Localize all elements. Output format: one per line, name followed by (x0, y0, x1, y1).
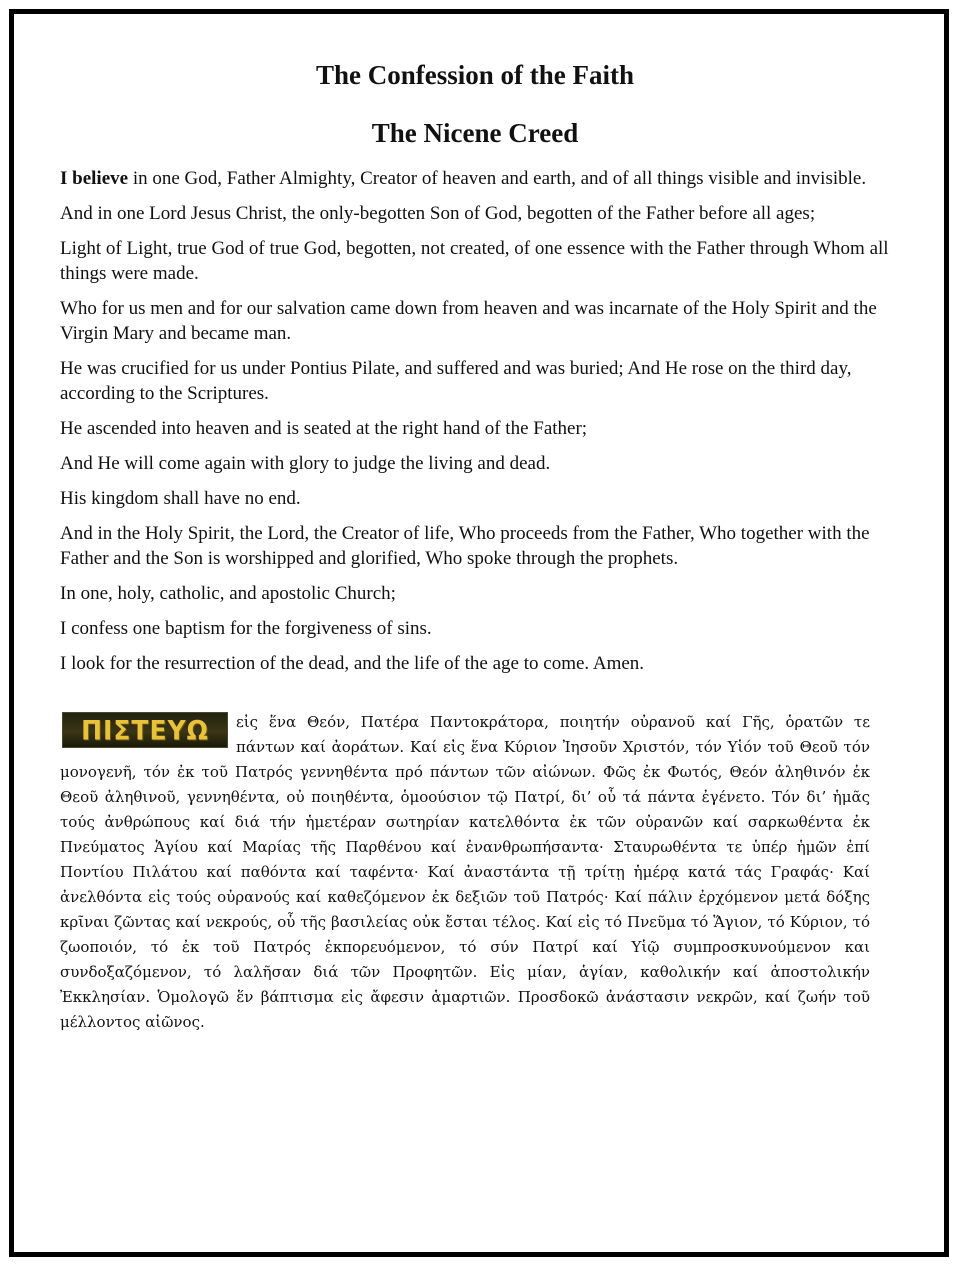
creed-greek (60, 710, 870, 1035)
greek-creed-text: εἰς ἕνα Θεόν, Πατέρα Παντοκράτορα, ποιητήν οὐρανοῦ καί Γῆς, ὁρατῶν τε πάντων καί ἀοράτων. Καί εἰς ἕνα Κύριον Ἰησοῦν Χριστόν, τόν Υἱόν τοῦ Θεοῦ τόν μονογενῆ, τόν ἐκ τοῦ Πατρός γεννηθέντα πρό πάντων τῶν αἰώνων. Φῶς ἐκ Φωτός, Θεόν ἀληθινόν ἐκ Θεοῦ ἀληθινοῦ, γεννηθέντα, οὐ ποιηθέντα, ὁμοούσιον τῷ Πατρί, δι’ οὗ τά πάντα ἐγένετο. Τόν δι’ ἡμᾶς τούς ἀνθρώπους καί διά τήν ἡμετέραν σωτηρίαν κατελθόντα ἐκ τῶν οὐρανῶν καί σαρκωθέντα ἐκ Πνεύματος Ἁγίου καί Μαρίας τῆς Παρθένου καί ἐνανθρωπήσαντα· Σταυρωθέντα τε ὑπέρ ἡμῶν ἐπί Ποντίου Πιλάτου καί παθόντα καί ταφέντα· Καί ἀναστάντα τῇ τρίτῃ ἡμέρᾳ κατά τάς Γραφάς· Καί ἀνελθόντα εἰς τούς οὐρανούς καί καθεζόμενον ἐκ δεξιῶν τοῦ Πατρός· Καί πάλιν ἐρχόμενον μετά δόξης κρῖναι ζῶντας καί νεκρούς, οὗ τῆς βασιλείας οὐκ ἔσται τέλος. Καί εἰς τό Πνεῦμα τό Ἅγιον, τό Κύριον, τό ζωοποιόν, τό ἐκ τοῦ Πατρός ἐκπορευόμενον, τό σύν Πατρί καί Υἱῷ συμπροσκυνούμενον και συνδοξαζόμενον, τό λαλῆσαν διά τῶν Προφητῶν. Εἰς μίαν, ἁγίαν, καθολικήν καί ἀποστολικήν Ἐκκλησίαν. Ὁμολογῶ ἕν βάπτισμα εἰς ἄφεσιν ἁμαρτιῶν. Προσδοκῶ ἀνάστασιν νεκρῶν, καί ζωήν τοῦ μέλλοντος αἰῶνος. (60, 713, 870, 1031)
creed-paragraph: I look for the resurrection of the dead, and the life of the age to come. Amen. (60, 653, 645, 674)
creed-opening-text: in one God, Father Almighty, Creator of heaven and earth, and of all things visible and invisible. (128, 168, 867, 189)
pisteuo-logo (62, 712, 228, 748)
creed-english (60, 166, 890, 676)
creed-paragraph: In one, holy, catholic, and apostolic Church; (60, 583, 396, 604)
creed-paragraph (60, 166, 890, 191)
creed-paragraph: And in the Holy Spirit, the Lord, the Creator of life, Who proceeds from the Father, Who together with the Father and the Son is worshipped and glorified, Who spoke through the prophets. (60, 523, 870, 569)
creed-paragraph: And in one Lord Jesus Christ, the only-begotten Son of God, begotten of the Father before all ages; (60, 203, 816, 224)
creed-paragraph: And He will come again with glory to judge the living and dead. (60, 453, 551, 474)
creed-paragraph: I confess one baptism for the forgiveness of sins. (60, 618, 432, 639)
creed-paragraph: His kingdom shall have no end. (60, 488, 301, 509)
pisteuo-logo-text: ΠΙΣΤΕΥΩ (81, 714, 209, 746)
document-content (60, 58, 890, 1035)
creed-paragraph: Light of Light, true God of true God, begotten, not created, of one essence with the Father through Whom all things were made. (60, 238, 889, 284)
document-title: The Confession of the Faith (315, 60, 634, 90)
creed-paragraph: Who for us men and for our salvation came down from heaven and was incarnate of the Holy Spirit and the Virgin Mary and became man. (60, 298, 877, 344)
creed-paragraph: He was crucified for us under Pontius Pilate, and suffered and was buried; And He rose on the third day, according to the Scriptures. (60, 358, 852, 404)
creed-opening-bold: I believe (60, 168, 129, 189)
document-subtitle: The Nicene Creed (371, 118, 579, 148)
creed-paragraph: He ascended into heaven and is seated at the right hand of the Father; (60, 418, 588, 439)
